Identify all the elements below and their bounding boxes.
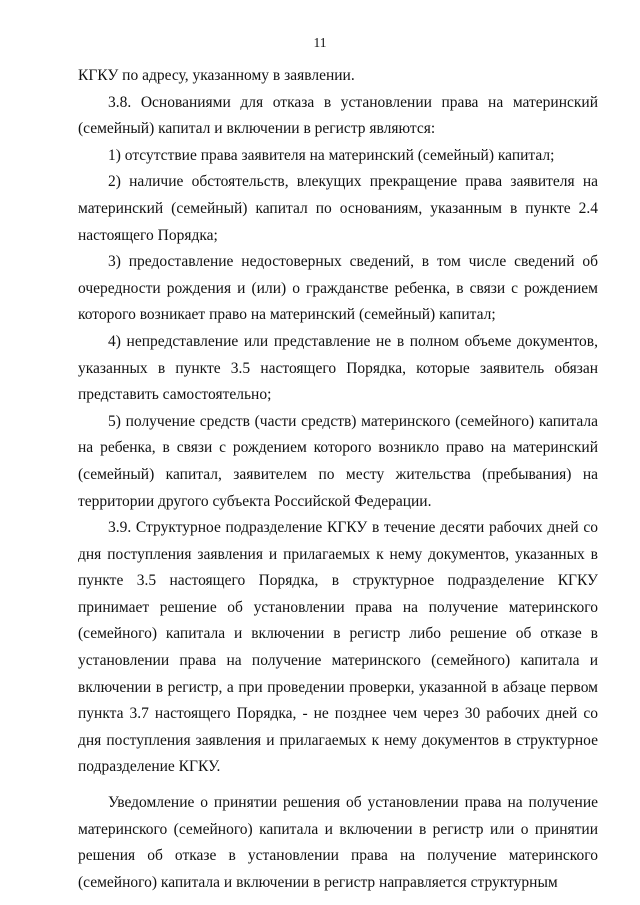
list-item-2: 2) наличие обстоятельств, влекущих прекращение права заявителя на материнский (семейный) капитал по основаниям, указанным в пункте 2.4 настоящего Порядка; [78,173,598,244]
document-body [78,63,598,896]
paragraph-3-8-heading: 3.8. Основаниями для отказа в установлении права на материнский (семейный) капитал и включении в регистр являются: [78,93,598,138]
paragraph-3-9: 3.9. Структурное подразделение КГКУ в течение десяти рабочих дней со дня поступления заявления и прилагаемых к нему документов, указанных в пункте 3.5 настоящего Порядка, в структурное подразделение КГКУ принимает решение об установлении права на получение материнского (семейного) капитала и включении в регистр либо решение об отказе в установлении права на получение материнского (семейного) капитала и включении в регистр, а при проведении проверки, указанной в абзаце первом пункта 3.7 настоящего Порядка, - не позднее чем через 30 рабочих дней со дня поступления заявления и прилагаемых к нему документов в структурное подразделение КГКУ. [78,519,598,776]
paragraph-continuation: КГКУ по адресу, указанному в заявлении. [78,67,355,84]
list-item-5: 5) получение средств (части средств) материнского (семейного) капитала на ребенка, в связи с рождением которого возникло право на материнский (семейный) капитал, заявителем по месту жительства (пребывания) на территории другого субъекта Российской Федерации. [78,412,598,510]
list-item-1: 1) отсутствие права заявителя на материнский (семейный) капитал; [108,146,555,164]
list-item-4: 4) непредставление или представление не в полном объеме документов, указанных в пункте 3.5 настоящего Порядка, которые заявитель обязан представить самостоятельно; [78,332,598,404]
list-item-3: 3) предоставление недостоверных сведений, в том числе сведений об очередности рождения и (или) о гражданстве ребенка, в связи с рождением которого возникает право на материнский (семейный) капитал; [78,253,598,324]
paragraph-notification: Уведомление о принятии решения об установлении права на получение материнского (семейного) капитала и включении в регистр или о принятии решения об отказе в установлении права на получение материнского (семейного) капитала и включении в регистр направляется структурным [78,794,598,891]
page-number: 11 [313,35,327,50]
